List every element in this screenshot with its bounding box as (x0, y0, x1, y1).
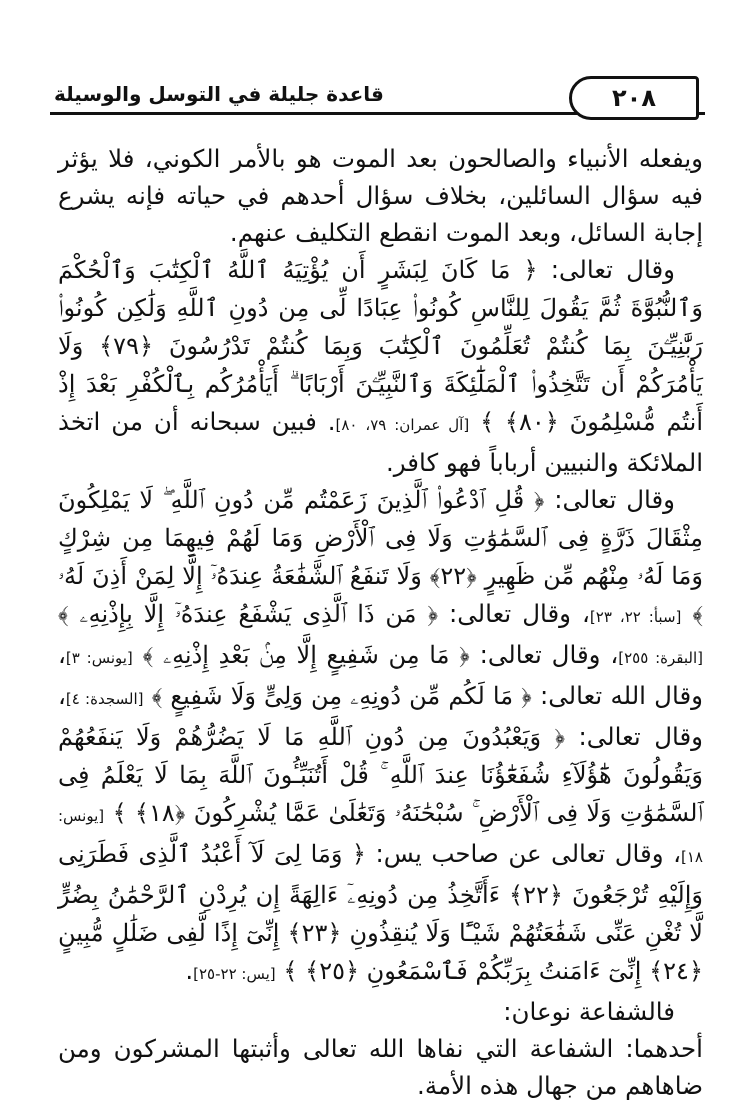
paragraph-5: أحدهما: الشفاعة التي نفاها الله تعالى وأثبتها المشركون ومن ضاهاهم من جهال هذه الأمة. (58, 1034, 703, 1100)
paragraph-2 (58, 251, 703, 481)
quran-verse: ﴿ وَمَا لِىَ لَآ أَعْبُدُ ٱلَّذِى فَطَرَنِى وَإِلَيْهِ تُرْجَعُونَ ﴿٢٢﴾ ءَأَتَّخِذُ مِن دُونِهِۦٓ ءَالِهَةً إِن يُرِدْنِ ٱلرَّحْمَٰنُ بِضُرٍّ لَّا تُغْنِ عَنِّى شَفَٰعَتُهُمْ شَيْـًٔا وَلَا يُنقِذُونِ ﴿٢٣﴾ إِنِّىٓ إِذًا لَّفِى ضَلَٰلٍ مُّبِينٍ ﴿٢٤﴾ إِنِّىٓ ءَامَنتُ بِرَبِّكُمْ فَٱسْمَعُونِ ﴿٢٥﴾ ﴾ (58, 840, 703, 985)
running-title: قاعدة جليلة في التوسل والوسيلة (54, 82, 384, 106)
paragraph-4: فالشفاعة نوعان: (503, 997, 675, 1026)
quote-intro: وقال تعالى: (554, 485, 676, 514)
page-header (50, 76, 705, 120)
verse-citation: [يونس: ١٨] (58, 807, 703, 866)
verse-citation: [سبأ: ٢٢، ٢٣] (589, 608, 682, 626)
commentary: . فبين سبحانه أن من اتخذ الملائكة والنبيين أرباباً فهو كافر. (58, 407, 703, 477)
quran-verse: ﴿ مَا لَكُم مِّن دُونِهِۦ مِن وَلِىٍّ وَلَا شَفِيعٍ ﴾ (151, 682, 532, 710)
page-number: ٢٠٨ (569, 76, 699, 120)
quran-verse: ﴿ وَيَعْبُدُونَ مِن دُونِ ٱللَّهِ مَا لَا يَضُرُّهُمْ وَلَا يَنفَعُهُمْ وَيَقُولُونَ هَٰٓؤُلَآءِ شُفَعَٰٓؤُنَا عِندَ ٱللَّهِ ۚ قُلْ أَتُنَبِّـُٔونَ ٱللَّهَ بِمَا لَا يَعْلَمُ فِى ٱلسَّمَٰوَٰتِ وَلَا فِى ٱلْأَرْضِ ۚ سُبْحَٰنَهُۥ وَتَعَٰلَىٰ عَمَّا يُشْرِكُونَ ﴿١٨﴾ ﴾ (58, 723, 703, 827)
verse-citation: [آل عمران: ٧٩، ٨٠] (335, 416, 470, 434)
paragraph-1: ويفعله الأنبياء والصالحون بعد الموت هو بالأمر الكوني، فلا يؤثر فيه سؤال السائلين، بخلاف سؤال أحدهم في حياته فإنه يشرع إجابة السائل، وبعد الموت انقطع التكليف عنهم. (58, 144, 703, 247)
connector-text: ، وقال تعالى عن صاحب يس: (375, 839, 681, 868)
quran-verse: ﴿ قُلِ ٱدْعُوا۟ ٱلَّذِينَ زَعَمْتُم مِّن دُونِ ٱللَّهِ ۖ لَا يَمْلِكُونَ مِثْقَالَ ذَرَّةٍ فِى ٱلسَّمَٰوَٰتِ وَلَا فِى ٱلْأَرْضِ وَمَا لَهُمْ فِيهِمَا مِن شِرْكٍ وَمَا لَهُۥ مِنْهُم مِّن ظَهِيرٍ ﴿٢٢﴾ وَلَا تَنفَعُ ٱلشَّفَٰعَةُ عِندَهُۥٓ إِلَّا لِمَنْ أَذِنَ لَهُۥ ﴾ (58, 486, 703, 628)
page-body (58, 140, 703, 1104)
quran-verse: ﴿ مَا مِن شَفِيعٍ إِلَّا مِنۢ بَعْدِ إِذْنِهِۦ ﴾ (142, 641, 470, 669)
connector-text: ، وقال تعالى: (58, 681, 704, 751)
connector-text: ، وقال تعالى: (448, 599, 590, 628)
verse-citation: [السجدة: ٤] (65, 690, 144, 708)
end-punctuation: . (185, 956, 194, 985)
verse-citation: [البقرة: ٢٥٥] (618, 649, 703, 667)
connector-text: ، وقال تعالى: (479, 640, 619, 669)
paragraph-3 (58, 481, 703, 993)
quote-intro: وقال تعالى: (550, 255, 675, 284)
connector-text: ، وقال الله تعالى: (58, 640, 703, 710)
quran-verse: ﴿ مَا كَانَ لِبَشَرٍ أَن يُؤْتِيَهُ ٱللَّهُ ٱلْكِتَٰبَ وَٱلْحُكْمَ وَٱلنُّبُوَّةَ ثُمَّ يَقُولَ لِلنَّاسِ كُونُوا۟ عِبَادًا لِّى مِن دُونِ ٱللَّهِ وَلَٰكِن كُونُوا۟ رَبَّٰنِيِّـۧنَ بِمَا كُنتُمْ تُعَلِّمُونَ ٱلْكِتَٰبَ وَبِمَا كُنتُمْ تَدْرُسُونَ ﴿٧٩﴾ وَلَا يَأْمُرَكُمْ أَن تَتَّخِذُوا۟ ٱلْمَلَٰٓئِكَةَ وَٱلنَّبِيِّـۧنَ أَرْبَابًا ۗ أَيَأْمُرُكُم بِٱلْكُفْرِ بَعْدَ إِذْ أَنتُم مُّسْلِمُونَ ﴿٨٠﴾ ﴾ (58, 256, 704, 436)
quran-verse: ﴿ مَن ذَا ٱلَّذِى يَشْفَعُ عِندَهُۥٓ إِلَّا بِإِذْنِهِۦ ﴾ (58, 600, 438, 628)
verse-citation: [يس: ٢٢-٢٥] (193, 965, 276, 983)
verse-citation: [يونس: ٣] (65, 649, 133, 667)
